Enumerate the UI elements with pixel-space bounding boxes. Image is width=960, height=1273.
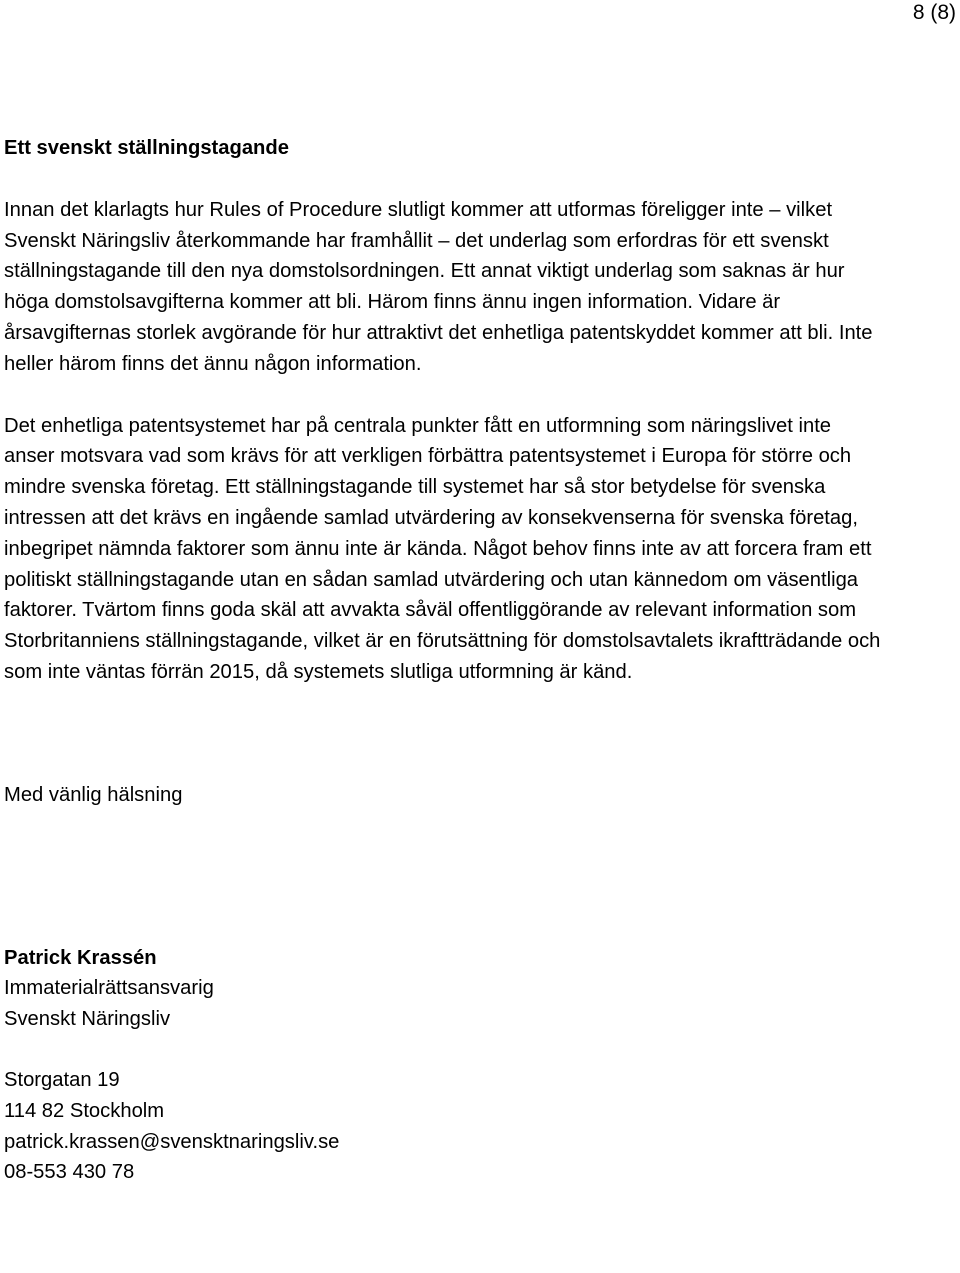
letter-body: [4, 133, 884, 1188]
email-address: patrick.krassen@svensktnaringsliv.se: [4, 1130, 340, 1153]
signer-name: Patrick Krassén: [4, 946, 157, 969]
postal-address: 114 82 Stockholm: [4, 1099, 165, 1122]
section-heading: Ett svenskt ställningstagande: [4, 137, 289, 159]
signer-organization: Svenskt Näringsliv: [4, 1008, 171, 1031]
contact-block: [4, 1065, 884, 1188]
paragraph-evaluation: Det enhetliga patentsystemet har på centrala punkter fått en utformning som näringslivet inte anser motsvara vad som krävs för att verkligen förbättra patentsystemet i Europa för större och mindre svenska företag. Ett ställningstagande till systemet har så stor betydelse för svenska intressen att det krävs en ingående samlad utvärdering av konsekvenserna för svenska företag, inbegripet nämnda faktorer som ännu inte är kända. Något behov finns inte av att forcera fram ett politiskt ställningstagande utan en sådan samlad utvärdering och utan kännedom om väsentliga faktorer. Tvärtom finns goda skäl att avvakta såväl offentliggörande av relevant information som Storbritanniens ställningstagande, vilket är en förutsättning för domstolsavtalets ikraftträdande och som inte väntas förrän 2015, då systemets slutliga utformning är känd.: [4, 414, 881, 683]
page-number: 8 (8): [912, 1, 956, 24]
signer-title: Immaterialrättsansvarig: [4, 977, 214, 1000]
phone-number: 08-553 430 78: [4, 1161, 135, 1184]
signature-block: [4, 943, 884, 1035]
paragraph-prerequisites: Innan det klarlagts hur Rules of Procedure slutligt kommer att utformas föreligger inte – vilket Svenskt Näringsliv återkommande har framhållit – det underlag som erfordras för ett svenskt ställningstagande till den nya domstolsordningen. Ett annat viktigt underlag som saknas är hur höga domstolsavgifterna kommer att bli. Härom finns ännu ingen information. Vidare är årsavgifternas storlek avgörande för hur attraktivt det enhetliga patentskyddet kommer att bli. Inte heller härom finns det ännu någon information.: [4, 198, 873, 375]
street-address: Storgatan 19: [4, 1068, 120, 1091]
closing-greeting: Med vänlig hälsning: [4, 783, 183, 806]
